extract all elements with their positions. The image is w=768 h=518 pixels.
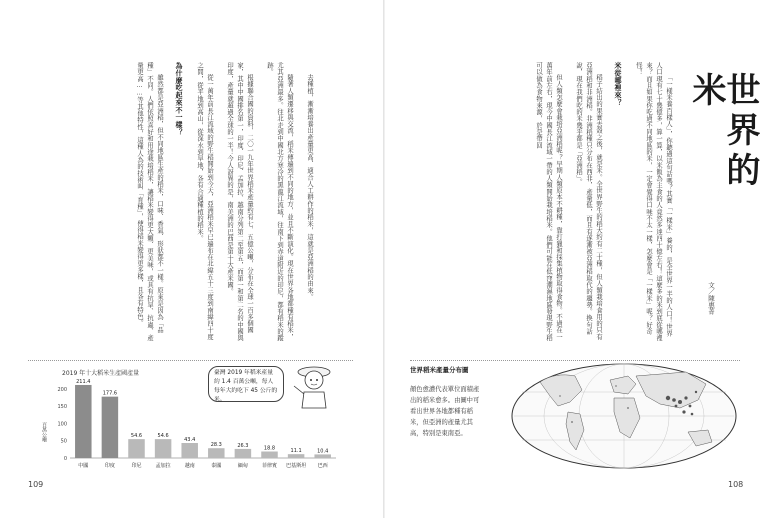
data-label: 28.3 xyxy=(210,442,222,449)
y-tick-label: 200 xyxy=(57,386,67,393)
farmer-kid-illustration xyxy=(290,362,340,414)
bar-3 xyxy=(155,439,171,458)
data-label: 26.3 xyxy=(237,442,249,449)
x-tick-label: 孟加拉 xyxy=(155,463,171,469)
chart-title: 2019 年十大稻米生產國產量 xyxy=(62,370,140,377)
y-tick-label: 150 xyxy=(57,404,67,411)
left-body-text xyxy=(124,62,314,342)
bar-1 xyxy=(102,397,118,458)
bar-4 xyxy=(181,443,197,458)
x-tick-label: 印度 xyxy=(104,463,115,469)
section-heading-origin: 米從哪裡來？ xyxy=(614,62,622,107)
bar-7 xyxy=(261,452,277,458)
bar-8 xyxy=(288,454,304,458)
chart-divider xyxy=(28,360,353,361)
data-label: 54.6 xyxy=(157,433,169,440)
map-title: 世界稻米產量分布圖 xyxy=(410,366,469,374)
variety-paragraph: 雖然都是亞洲稻，但不同地區生產的稻米，口味、香氣、形狀都不一樣。原來是因為「品種」不同。人們依照喜好和用途栽培稻米，讓稻米變得更大顆、更美味，或具有抗旱、抗蟲、產量更高……等其他特性，這種人為的技術叫「育種」，使得稻米變得更多樣，且各有特色。 xyxy=(136,62,163,342)
bar-9 xyxy=(314,454,330,458)
bar-2 xyxy=(128,439,144,458)
page-number-right: 108 xyxy=(728,480,744,489)
section-heading-taste: 為什麼吃起來不一樣？ xyxy=(175,62,183,136)
bar-5 xyxy=(208,448,224,458)
y-tick-label: 0 xyxy=(63,456,67,462)
x-tick-label: 緬甸 xyxy=(237,463,248,469)
x-tick-label: 越南 xyxy=(184,463,195,469)
origin-continued-paragraph: 去種植，漸漸培養出產量更高、適合人工耕作的稻米，這就是亞洲稻的由來。 xyxy=(306,74,313,301)
origin-paragraph-1: 稻子結出的果實去殼之後，就是米。全世界野生的稻大約有二十種，但人類栽培食用的只有亞洲稻和非洲稻。非洲稻種只分布在西非，產量低，而且有逐漸被亞洲稻取代的趨勢。換句話說，現在我們吃的米幾乎都是「亞洲稻」。 xyxy=(575,62,602,340)
bar-6 xyxy=(235,449,251,458)
y-tick-label: 100 xyxy=(57,421,67,428)
intro-paragraph: 「一樣米養百樣人」，你聽過這句話嗎？其實「一樣米」養的，是全世界一半的人口！世界人口現有七十幾億多，算一算，以米飯為主食的人竟然多達四十億左右！這麼多的米到底從哪裡來？而且如果你吃過不同地區的米，一定會覺得口味不太一樣，怎麼會是「一樣米」呢？好奇怪！ xyxy=(635,62,672,342)
spread-paragraph: 隨著人類遷移與交流，稻米傳遍到不同的地方，並且不斷演化。現在世界各地都種有稻米，尤其亞洲最多。往北走到中國北方寒冷的黑龍江流域，往南下到赤道附近的印尼，都有稻米的蹤跡。 xyxy=(266,62,293,342)
x-tick-label: 巴西 xyxy=(317,463,328,469)
x-tick-label: 泰國 xyxy=(211,463,222,469)
bar-0 xyxy=(75,385,91,458)
latitude-paragraph: 從一萬年前長江流域的野生稻開始到今天，亞洲稻米早已遍布在北緯五十三度到南緯四十度之間，從平地到高山，從深水到旱地，各有合適種植的稻米。 xyxy=(196,62,213,340)
production-paragraph: 根據聯合國的資料，二〇一九年世界稻米產量約有七．五億公噸，分布在全球一百多個國家，其中中國排名第一，印度、印尼、孟加拉、越南分列第二至第五，而第一和第二名的中國與印度，產量就超過全球的一半！今人訝異的是，南美洲的巴西是第十大產米國。 xyxy=(226,62,253,342)
data-label: 18.8 xyxy=(263,445,276,452)
map-divider xyxy=(410,360,740,361)
x-tick-label: 巴基斯坦 xyxy=(286,463,307,469)
y-axis-label: 百萬公噸 xyxy=(41,422,47,442)
page-number-left: 109 xyxy=(28,480,44,489)
right-body-text xyxy=(523,62,673,342)
map-description: 顏色愈濃代表單位面積產出的稻米愈多。由圖中可看出世界各地都種有稻米，但亞洲的產量尤其高，特別是東南亞。 xyxy=(410,386,480,437)
origin-paragraph-2: 但人類怎麼會栽培亞洲稻呢？早期人類原本不耕種，靠打獵和採集植物取得食物。不過在一萬年前左右，現今中國長江流域一帶的人類開始栽培稻米。他們可能在低窪潮濕地區發現野生稻可以做為食物來源，於是帶回 xyxy=(535,62,562,342)
x-tick-label: 菲律賓 xyxy=(261,463,278,469)
data-label: 10.4 xyxy=(317,448,329,455)
x-tick-label: 中國 xyxy=(78,463,89,469)
world-rice-map xyxy=(510,362,738,470)
y-tick-label: 50 xyxy=(60,438,67,445)
book-gutter xyxy=(383,0,385,518)
page-title: 世界的米 xyxy=(686,72,760,192)
data-label: 211.4 xyxy=(76,378,91,385)
taiwan-callout-bubble: 臺灣 2019 年稻米產量約 1.4 百萬公噸，每人每年大約吃下 45 公斤的米。 xyxy=(208,366,284,402)
data-label: 11.1 xyxy=(290,448,302,455)
x-tick-label: 印尼 xyxy=(131,463,142,469)
data-label: 54.6 xyxy=(130,433,143,440)
data-label: 177.6 xyxy=(102,390,118,397)
data-label: 43.4 xyxy=(184,437,196,444)
author-credit: 文／陳惠菁 xyxy=(707,282,715,315)
